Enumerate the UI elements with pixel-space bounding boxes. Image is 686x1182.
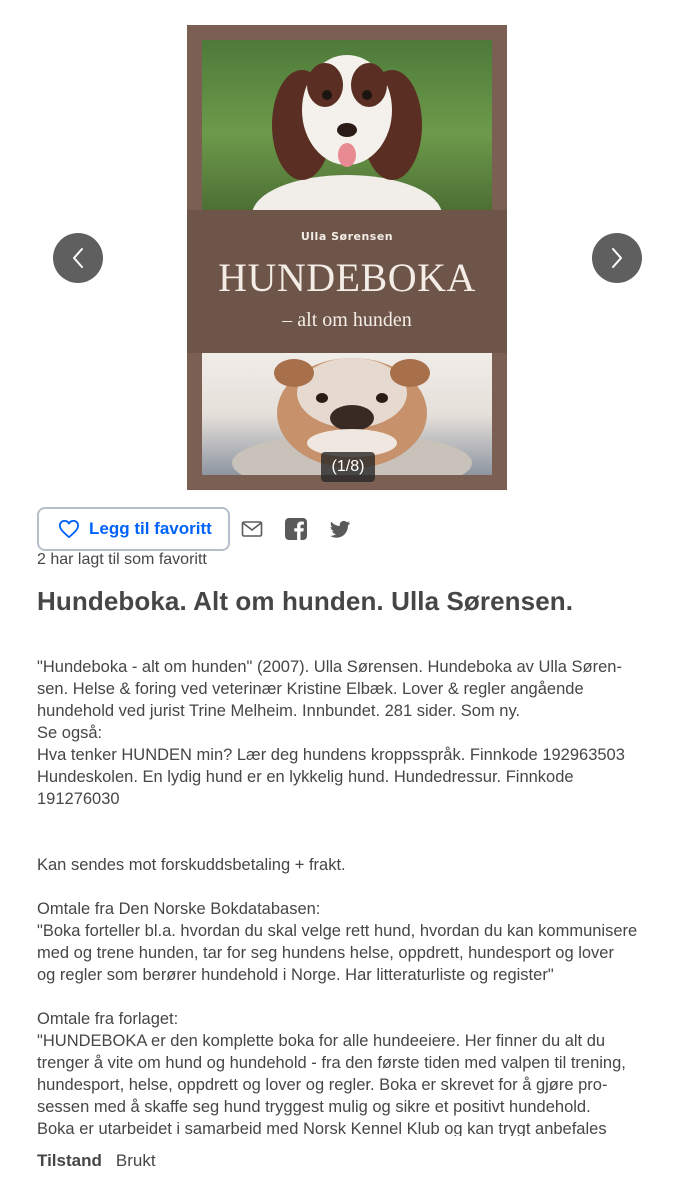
condition-value: Brukt [115,1151,156,1170]
chevron-left-icon [71,246,85,270]
heart-icon [58,519,80,539]
cover-title-band [187,210,507,353]
add-favorite-button[interactable] [37,507,230,551]
chevron-right-icon [610,246,624,270]
ad-title: Hundeboka. Alt om hunden. Ulla Sørensen. [37,586,574,616]
ad-description [37,656,665,1136]
mail-icon[interactable] [240,517,264,541]
image-counter: (1/8) [321,452,375,482]
image-gallery [0,0,686,500]
cover-author: Ulla Sørensen [300,230,394,243]
cover-title: HUNDEBOKA [218,255,476,300]
add-favorite-label: Legg til favoritt [89,519,212,538]
description-paragraph-bokdatabasen: Omtale fra Den Norske Bokdatabasen: "Boka forteller bl.a. hvordan du skal velge rett hund, hvordan du kan kommunisere med og trene hunden, tar for seg hundens helse, oppdrett, hundesport og lover og regler som berører hundehold i Norge. Har litteraturliste og register" [37,900,638,984]
description-paragraph-forlaget: Omtale fra forlaget: "HUNDEBOKA er den komplette boka for alle hundeeiere. Her finner du alt du trenger å vite om hund og hundehold - fra den første tiden med valpen til trening, hundesport, helse, oppdrett og lover og regler. Boka er skrevet for å gjøre pro- sessen med å skaffe seg hund tryggest mulig og sikre et positivt hundehold. Boka er utarbeidet i samarbeid med Norsk Kennel Klub og kan trygt anbefales [37,1010,626,1136]
condition-label: Tilstand [37,1151,102,1170]
facebook-icon[interactable] [284,517,308,541]
cover-subtitle: – alt om hunden [282,309,412,331]
description-paragraph-shipping: Kan sendes mot forskuddsbetaling + frakt. [37,856,346,874]
condition-row [37,1151,156,1171]
favorite-count: 2 har lagt til som favoritt [37,551,207,568]
description-paragraph-blank [37,810,665,854]
description-paragraph-intro: "Hundeboka - alt om hunden" (2007). Ulla Sørensen. Hundeboka av Ulla Søren- sen. Helse & foring ved veterinær Kristine Elbæk. Lover & regler angående hundehold ved jurist Trine Melheim. Innbundet. 281 sider. Som ny. Se også: Hva tenker HUNDEN min? Lær deg hundens kroppsspråk. Finnkode 192963503 Hundeskolen. En lydig hund er en lykkelig hund. Hundedressur. Finnkode 191276030 [37,658,625,808]
next-image-button[interactable] [592,233,642,283]
spaniel-puppy-photo [202,40,492,210]
previous-image-button[interactable] [53,233,103,283]
twitter-icon[interactable] [328,517,352,541]
book-cover-image[interactable] [187,25,507,490]
